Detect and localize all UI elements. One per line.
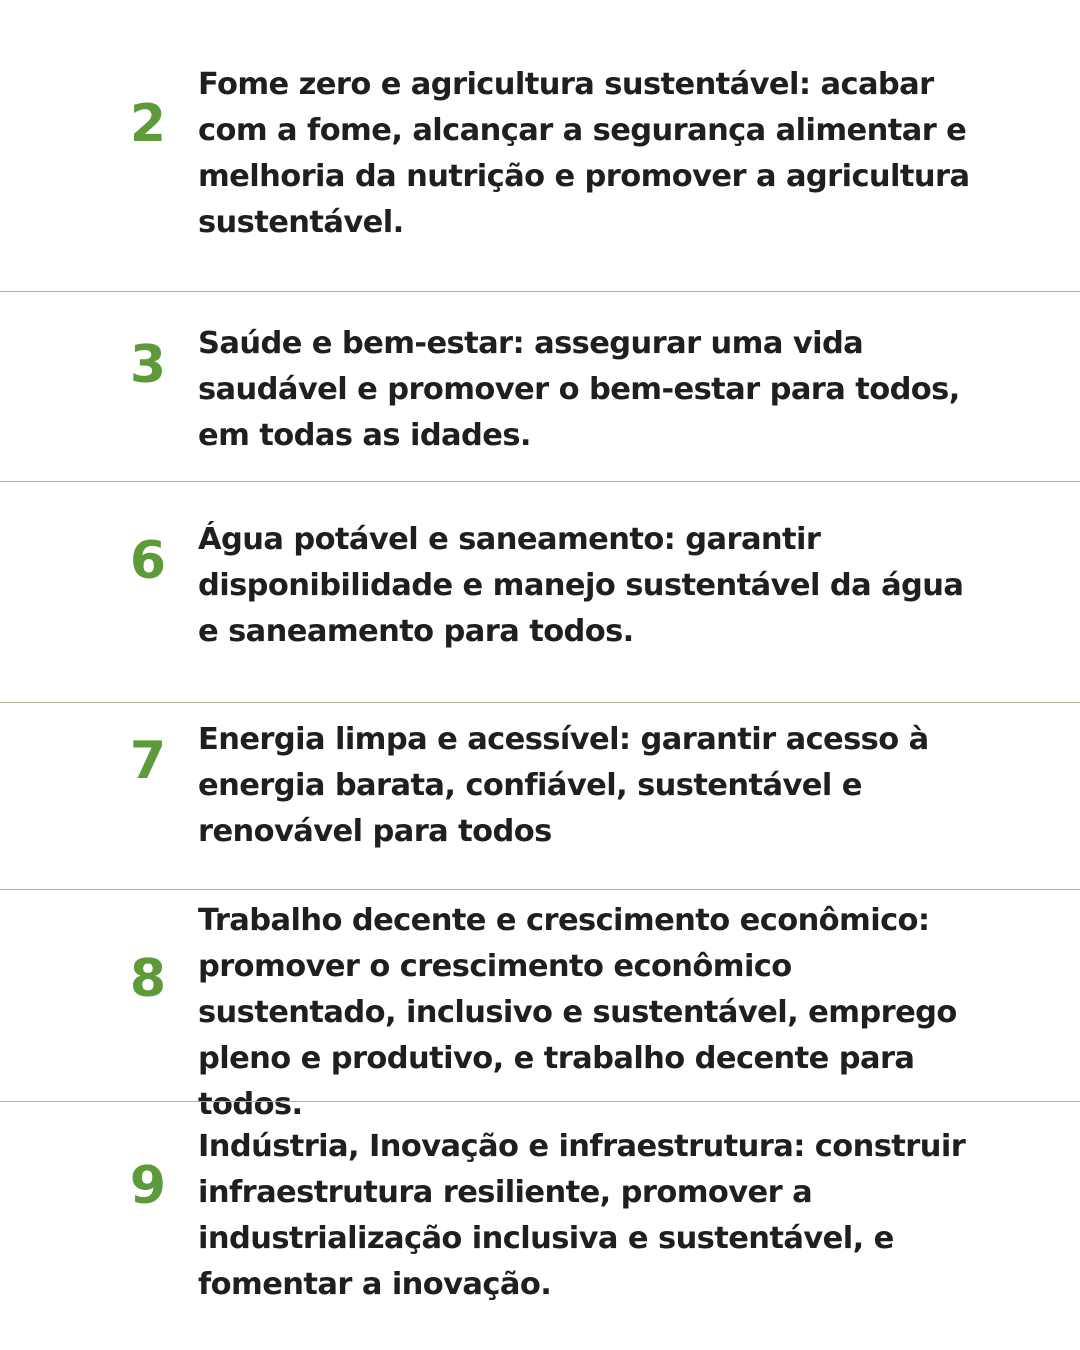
goal-description: Trabalho decente e crescimento econômico: promover o crescimento econômico sustentado, inclusivo e sustentável, emprego pleno e produtivo, e trabalho decente para todos. <box>198 903 957 1122</box>
divider <box>0 889 1080 890</box>
goal-number: 6 <box>129 531 167 591</box>
goal-number: 3 <box>129 335 167 395</box>
goal-description: Indústria, Inovação e infraestrutura: construir infraestrutura resiliente, promover a industrialização inclusiva e sustentável, e fomentar a inovação. <box>198 1129 966 1302</box>
divider <box>0 481 1080 482</box>
divider <box>0 702 1080 703</box>
goal-number: 8 <box>129 949 167 1009</box>
goal-description: Saúde e bem-estar: assegurar uma vida saudável e promover o bem-estar para todos, em todas as idades. <box>198 326 960 453</box>
goal-description: Fome zero e agricultura sustentável: acabar com a fome, alcançar a segurança alimentar e melhoria da nutrição e promover a agricultura sustentável. <box>198 67 970 240</box>
goal-number: 7 <box>129 731 167 791</box>
goal-description: Energia limpa e acessível: garantir acesso à energia barata, confiável, sustentável e renovável para todos <box>198 722 929 849</box>
goal-number: 9 <box>129 1156 167 1216</box>
goal-description: Água potável e saneamento: garantir disponibilidade e manejo sustentável da água e saneamento para todos. <box>198 522 964 649</box>
divider <box>0 291 1080 292</box>
goal-number: 2 <box>129 94 167 154</box>
divider <box>0 1101 1080 1102</box>
